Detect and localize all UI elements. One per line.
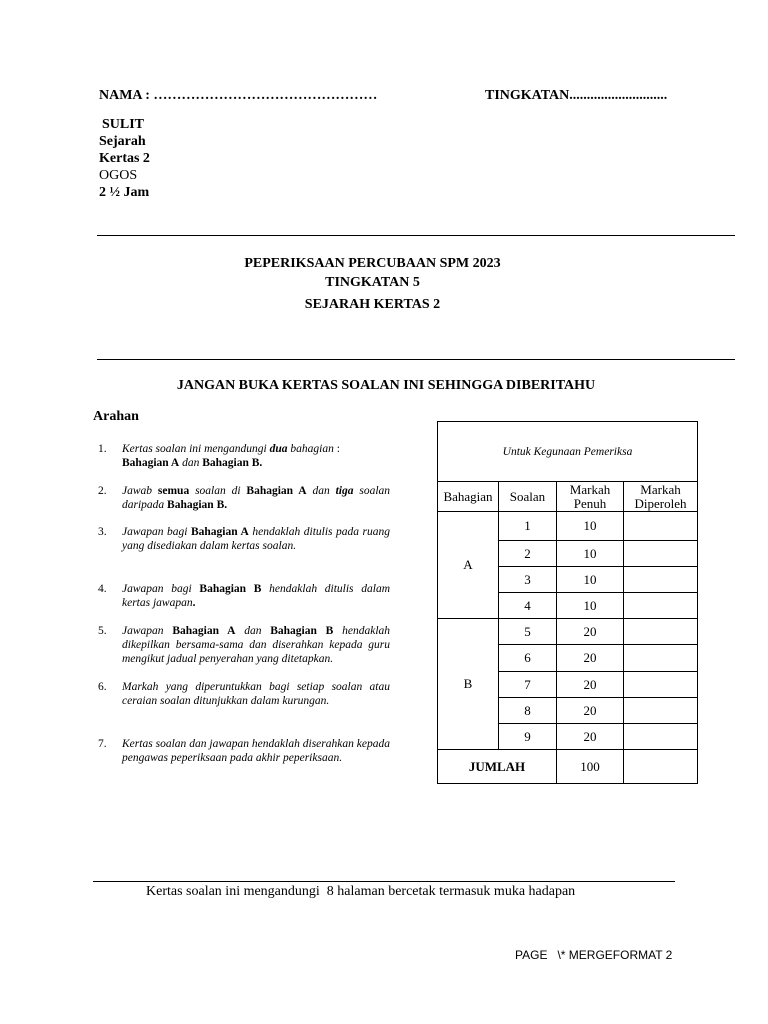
question-number: 6 [499, 645, 557, 672]
paper-label: Kertas 2 [99, 151, 150, 166]
table-header-row [438, 482, 698, 512]
obtained-mark-cell [624, 698, 698, 724]
page-number-field: PAGE \* MERGEFORMAT 2 [515, 948, 673, 962]
total-full-mark: 100 [557, 750, 624, 784]
instruction-item: 4. Jawapan bagi Bahagian B hendaklah ditulis dalam kertas jawapan. [98, 583, 390, 609]
table-row [438, 512, 698, 541]
month-label: OGOS [99, 168, 138, 183]
obtained-mark-cell [624, 645, 698, 672]
instruction-item: 1. Kertas soalan ini mengandungi dua bahagian : Bahagian A dan Bahagian B. [98, 442, 390, 470]
header-markah-penuh: Markah Penuh [557, 482, 624, 512]
question-number: 9 [499, 724, 557, 750]
obtained-mark-cell [624, 672, 698, 698]
divider [93, 881, 675, 882]
name-field-label: NAMA : ………………………………………… [99, 88, 378, 103]
instruction-text: Jawapan bagi Bahagian A hendaklah ditulis pada ruang yang disediakan dalam kertas soalan. [122, 526, 390, 552]
obtained-mark-cell [624, 512, 698, 541]
examiner-marks-table [437, 421, 698, 784]
instruction-item: 5. Jawapan Bahagian A dan Bahagian B hendaklah dikepilkan bersama-sama dan diserahkan kepada guru mengikut jadual penyerahan yang ditetapkan. [98, 625, 391, 665]
question-number: 7 [499, 672, 557, 698]
full-mark: 20 [557, 698, 624, 724]
instructions-heading: Arahan [93, 409, 139, 424]
question-number: 3 [499, 567, 557, 593]
subject-label: Sejarah [99, 134, 146, 149]
full-mark: 10 [557, 593, 624, 619]
section-b-cell: B [438, 619, 499, 750]
question-number: 4 [499, 593, 557, 619]
warning-title: JANGAN BUKA KERTAS SOALAN INI SEHINGGA DIBERITAHU [176, 378, 596, 393]
section-a-cell: A [438, 512, 499, 619]
table-caption: Untuk Kegunaan Pemeriksa [438, 422, 698, 482]
question-number: 1 [499, 512, 557, 541]
header-bahagian: Bahagian [438, 482, 499, 512]
instruction-text: Jawab semua soalan di Bahagian A dan tiga soalan daripada Bahagian B. [122, 485, 391, 511]
instruction-item: 2. Jawab semua soalan di Bahagian A dan tiga soalan daripada Bahagian B. [98, 485, 391, 511]
instruction-item: 3. Jawapan bagi Bahagian A hendaklah ditulis pada ruang yang disediakan dalam kertas soalan. [98, 526, 390, 552]
paper-meta [99, 116, 150, 201]
table-row [438, 619, 698, 645]
divider [97, 235, 735, 236]
question-number: 5 [499, 619, 557, 645]
page-count-note: Kertas soalan ini mengandungi 8 halaman bercetak termasuk muka hadapan [146, 884, 576, 899]
header-soalan: Soalan [499, 482, 557, 512]
obtained-mark-cell [624, 567, 698, 593]
exam-title: PEPERIKSAAN PERCUBAAN SPM 2023 [244, 256, 501, 271]
instruction-text: Kertas soalan ini mengandungi dua bahagian : Bahagian A dan Bahagian B. [122, 443, 340, 469]
form-title: TINGKATAN 5 [325, 275, 420, 290]
full-mark: 20 [557, 724, 624, 750]
total-obtained-cell [624, 750, 698, 784]
obtained-mark-cell [624, 724, 698, 750]
total-row [438, 750, 698, 784]
instruction-text: Markah yang diperuntukkan bagi setiap soalan atau ceraian soalan ditunjukkan dalam kurungan. [122, 681, 390, 707]
divider [97, 359, 735, 360]
full-mark: 10 [557, 541, 624, 567]
obtained-mark-cell [624, 541, 698, 567]
total-label: JUMLAH [438, 750, 557, 784]
instruction-text: Jawapan Bahagian A dan Bahagian B hendaklah dikepilkan bersama-sama dan diserahkan kepada guru mengikut jadual penyerahan yang ditetapkan. [122, 625, 391, 665]
full-mark: 10 [557, 567, 624, 593]
full-mark: 10 [557, 512, 624, 541]
full-mark: 20 [557, 672, 624, 698]
instruction-item: 6. Markah yang diperuntukkan bagi setiap soalan atau ceraian soalan ditunjukkan dalam kurungan. [98, 681, 390, 707]
paper-title: SEJARAH KERTAS 2 [304, 297, 441, 312]
obtained-mark-cell [624, 593, 698, 619]
full-mark: 20 [557, 645, 624, 672]
question-number: 8 [499, 698, 557, 724]
confidential-label: SULIT [102, 117, 145, 132]
instruction-text: Jawapan bagi Bahagian B hendaklah ditulis dalam kertas jawapan. [122, 583, 390, 609]
header-markah-diperoleh: Markah Diperoleh [624, 482, 698, 512]
instruction-item: 7. Kertas soalan dan jawapan hendaklah diserahkan kepada pengawas peperiksaan pada akhir peperiksaan. [98, 738, 390, 764]
duration-label: 2 ½ Jam [99, 185, 150, 200]
full-mark: 20 [557, 619, 624, 645]
form-field-label: TINGKATAN............................ [485, 88, 668, 103]
instruction-text: Kertas soalan dan jawapan hendaklah diserahkan kepada pengawas peperiksaan pada akhir peperiksaan. [122, 738, 390, 764]
question-number: 2 [499, 541, 557, 567]
obtained-mark-cell [624, 619, 698, 645]
